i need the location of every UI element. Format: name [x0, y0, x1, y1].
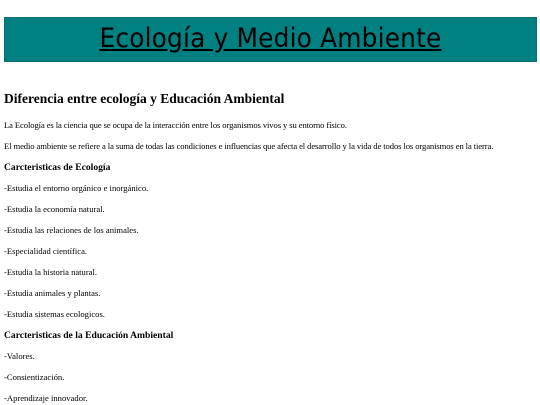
educacion-list	[4, 350, 534, 404]
paragraph-medio-ambiente: El medio ambiente se refiere a la suma de todas las condiciones e influencias que afecta el desarrollo y la vida de todos los organismos en la tierra.	[4, 141, 494, 151]
paragraph-ecologia: La Ecología es la ciencia que se ocupa de la interacción entre los organismos vivos y su entorno físico.	[4, 120, 347, 130]
list-item: -Valores.	[4, 351, 35, 361]
main-content	[4, 90, 534, 405]
list-item: -Especialidad científica.	[4, 246, 88, 256]
list-item: -Consientización.	[4, 372, 65, 382]
ecologia-heading: Carcteristicas de Ecología	[4, 162, 111, 173]
list-item: -Estudia la historia natural.	[4, 267, 98, 277]
header-banner	[4, 17, 537, 62]
section-heading: Diferencia entre ecología y Educación Ambiental	[4, 91, 285, 106]
list-item: -Estudia la economía natural.	[4, 204, 105, 214]
educacion-heading: Carcteristicas de la Educación Ambiental	[4, 330, 174, 341]
list-item: -Estudia las relaciones de los animales.	[4, 225, 139, 235]
list-item: -Estudia animales y plantas.	[4, 288, 101, 298]
list-item: -Aprendizaje innovador.	[4, 393, 88, 403]
page-title: Ecología y Medio Ambiente	[99, 23, 442, 54]
list-item: -Estudia el entorno orgánico e inorgánico.	[4, 183, 149, 193]
ecologia-list	[4, 182, 534, 320]
list-item: -Estudia sistemas ecologicos.	[4, 309, 105, 319]
